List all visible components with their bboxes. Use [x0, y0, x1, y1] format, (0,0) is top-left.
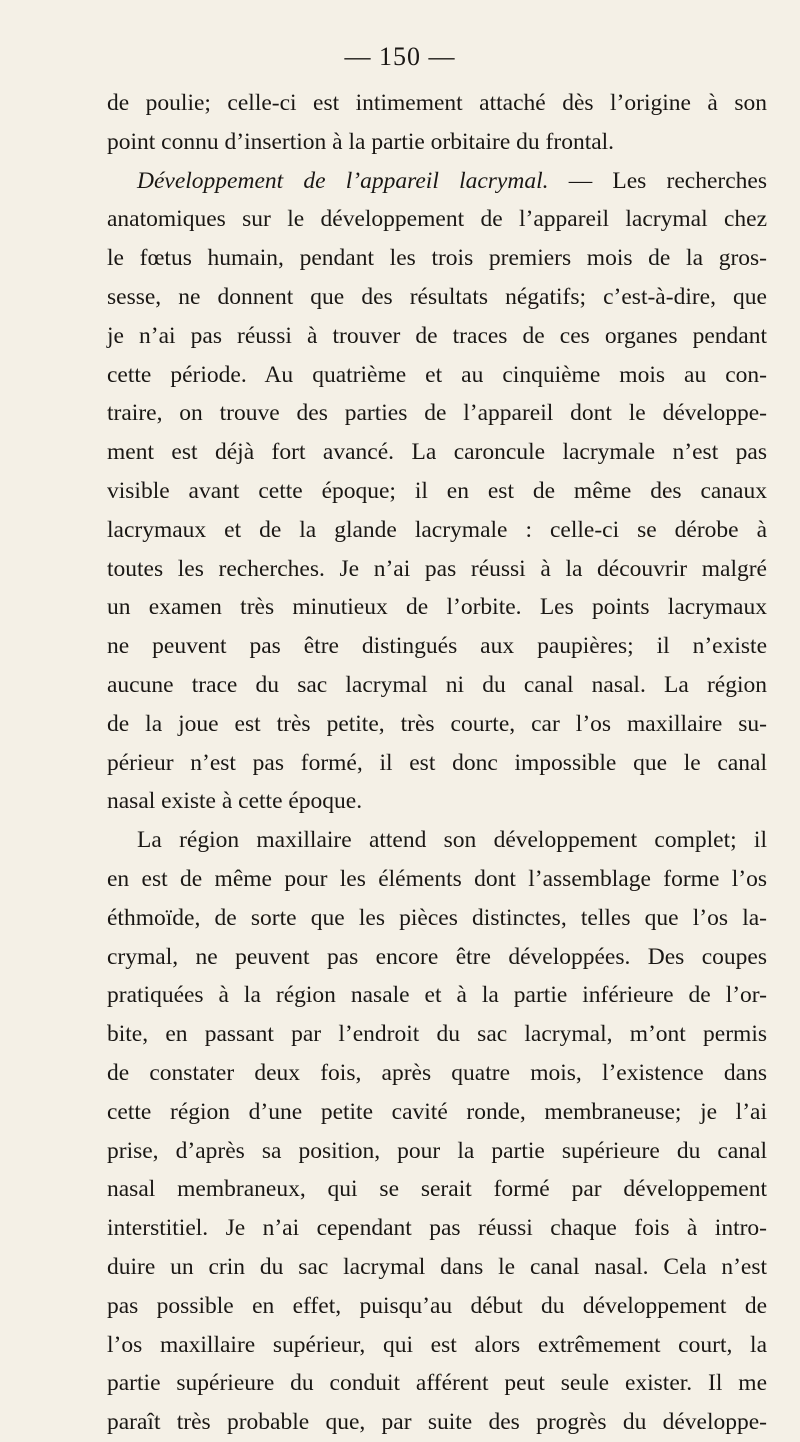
text-line [107, 278, 767, 317]
text-line [107, 472, 767, 511]
text-line-content: La région maxillaire attend son développement complet; il [137, 827, 767, 854]
text-line-content: interstitiel. Je n’ai cependant pas réussi chaque fois à intro- [107, 1215, 767, 1242]
text-line [107, 317, 767, 356]
text-line [107, 356, 767, 395]
text-line-content: toutes les recherches. Je n’ai pas réussi à la découvrir malgré [107, 555, 767, 582]
text-line [107, 1093, 767, 1132]
text-line [107, 976, 767, 1015]
text-line-content: crymal, ne peuvent pas encore être développées. Des coupes [107, 943, 767, 970]
text-line [107, 123, 767, 162]
text-line [107, 938, 767, 977]
text-line [107, 1364, 767, 1403]
text-line-content: de la joue est très petite, très courte, car l’os maxillaire su- [107, 710, 767, 737]
text-line [107, 84, 767, 123]
text-line [107, 705, 767, 744]
text-line [107, 899, 767, 938]
section-heading: Développement de l’appareil lacrymal. [137, 167, 549, 194]
text-line-content: nasal existe à cette époque. [107, 788, 363, 815]
text-line [107, 511, 767, 550]
text-line [107, 860, 767, 899]
text-line [107, 200, 767, 239]
text-line-content: pas possible en effet, puisqu’au début du développement de [107, 1292, 767, 1319]
text-line [107, 588, 767, 627]
text-line-content: je n’ai pas réussi à trouver de traces de ces organes pendant [107, 322, 767, 349]
page-number: — 150 — [344, 42, 456, 71]
text-line [107, 744, 767, 783]
text-line-content: partie supérieure du conduit afférent peut seule exister. Il me [107, 1370, 767, 1397]
text-line [107, 433, 767, 472]
text-line-content: de poulie; celle-ci est intimement attaché dès l’origine à son [107, 90, 767, 116]
text-line-content: aucune trace du sac lacrymal ni du canal nasal. La région [107, 671, 767, 698]
text-line-content: nasal membraneux, qui se serait formé par développement [107, 1176, 767, 1203]
text-line [107, 1403, 767, 1442]
text-line-content: périeur n’est pas formé, il est donc impossible que le canal [107, 749, 767, 776]
text-line-content: ne peuvent pas être distingués aux paupières; il n’existe [107, 633, 767, 660]
text-line-content: de constater deux fois, après quatre mois, l’existence dans [107, 1059, 767, 1086]
text-line [107, 1248, 767, 1287]
text-line-content: paraît très probable que, par suite des progrès du développe- [107, 1409, 767, 1436]
body-text [107, 84, 767, 1442]
text-line [107, 1209, 767, 1248]
text-line-content: cette période. Au quatrième et au cinquième mois au con- [107, 361, 767, 388]
text-line [107, 627, 767, 666]
text-line-content: ment est déjà fort avancé. La caroncule lacrymale n’est pas [107, 439, 767, 466]
text-line [107, 1170, 767, 1209]
text-line-content: en est de même pour les éléments dont l’assemblage forme l’os [107, 865, 767, 892]
text-line [107, 1015, 767, 1054]
text-line-content: duire un crin du sac lacrymal dans le canal nasal. Cela n’est [107, 1253, 767, 1280]
text-line-content: visible avant cette époque; il en est de même des canaux [107, 477, 767, 504]
text-line [107, 1287, 767, 1326]
text-line-content: le fœtus humain, pendant les trois premiers mois de la gros- [107, 245, 767, 272]
text-line-content: traire, on trouve des parties de l’appareil dont le développe- [107, 400, 767, 427]
text-line-content: prise, d’après sa position, pour la partie supérieure du canal [107, 1137, 767, 1164]
text-line-content: anatomiques sur le développement de l’appareil lacrymal chez [107, 206, 767, 233]
text-line-content: un examen très minutieux de l’orbite. Les points lacrymaux [107, 594, 767, 621]
text-line [107, 394, 767, 433]
text-line-content: lacrymaux et de la glande lacrymale : celle-ci se dérobe à [107, 516, 767, 543]
text-line-content: cette région d’une petite cavité ronde, membraneuse; je l’ai [107, 1098, 767, 1125]
text-line [107, 239, 767, 278]
text-line [107, 1054, 767, 1093]
text-line-content: pratiquées à la région nasale et à la partie inférieure de l’or- [107, 982, 767, 1009]
text-line-content: bite, en passant par l’endroit du sac lacrymal, m’ont permis [107, 1021, 767, 1048]
text-line [107, 1132, 767, 1171]
text-line-content: point connu d’insertion à la partie orbitaire du frontal. [107, 128, 615, 155]
text-line [107, 1326, 767, 1365]
text-line-content: sesse, ne donnent que des résultats négatifs; c’est-à-dire, que [107, 283, 767, 310]
text-line-content: l’os maxillaire supérieur, qui est alors extrêmement court, la [107, 1331, 767, 1358]
text-line-content: — Les recherches [548, 167, 767, 194]
text-line [107, 666, 767, 705]
text-line [107, 782, 767, 821]
text-line-content: éthmoïde, de sorte que les pièces distinctes, telles que l’os la- [107, 904, 767, 931]
text-line [107, 162, 767, 201]
text-line [107, 550, 767, 589]
text-line [107, 821, 767, 860]
